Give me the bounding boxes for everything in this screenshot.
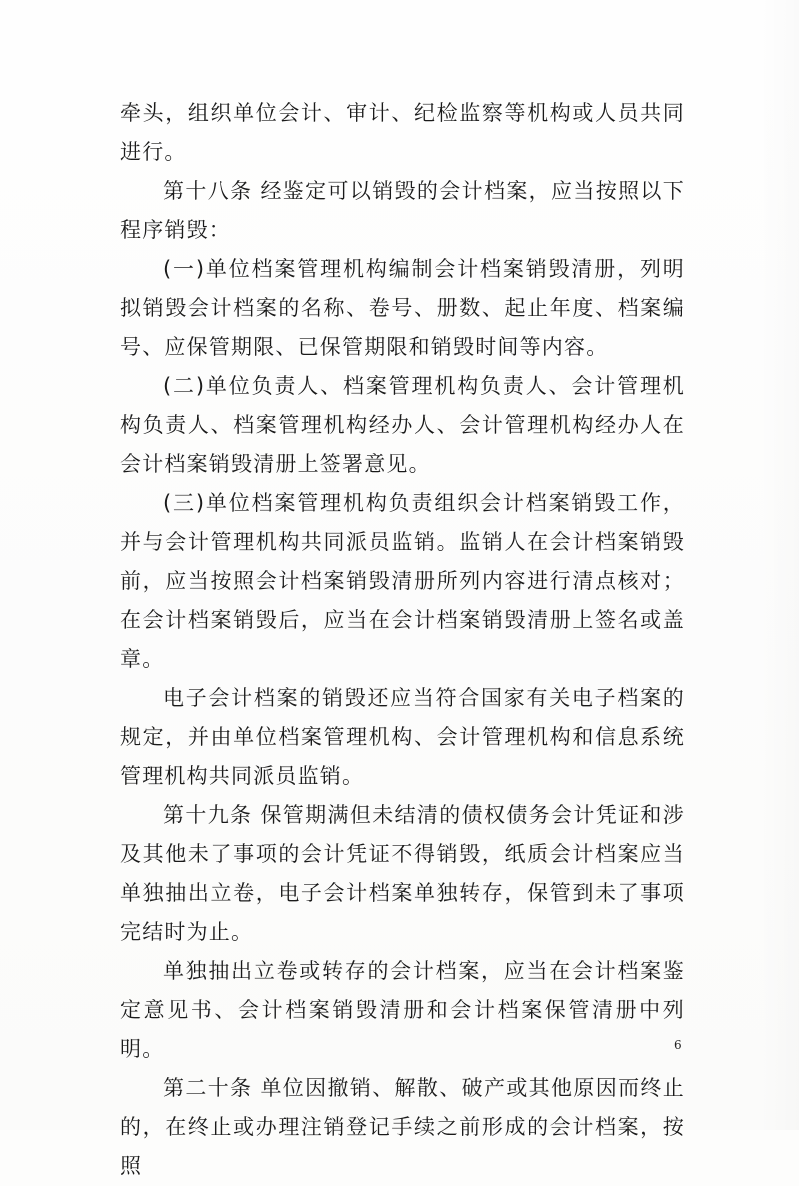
paragraph-continuation: 牵头，组织单位会计、审计、纪检监察等机构或人员共同进行。: [120, 101, 685, 164]
paragraph-item-2: (二)单位负责人、档案管理机构负责人、会计管理机构负责人、档案管理机构经办人、会计管理机构经办人在会计档案销毁清册上签署意见。: [120, 374, 685, 476]
paragraph-item-3: (三)单位档案管理机构负责组织会计档案销毁工作，并与会计管理机构共同派员监销。监销人在会计档案销毁前，应当按照会计档案销毁清册所列内容进行清点核对；在会计档案销毁后，应当在会计档案销毁清册上签名或盖章。: [120, 491, 685, 671]
paragraph-article-19: 第十九条 保管期满但未结清的债权债务会计凭证和涉及其他未了事项的会计凭证不得销毁，纸质会计档案应当单独抽出立卷，电子会计档案单独转存，保管到未了事项完结时为止。: [120, 803, 685, 944]
paragraph-electronic-archives: 电子会计档案的销毁还应当符合国家有关电子档案的规定，并由单位档案管理机构、会计管理机构和信息系统管理机构共同派员监销。: [120, 686, 685, 788]
page-number: 6: [674, 1038, 682, 1052]
scan-edge-shading: [759, 0, 799, 1130]
paragraph-separate-filing: 单独抽出立卷或转存的会计档案，应当在会计档案鉴定意见书、会计档案销毁清册和会计档案保管清册中列明。: [120, 959, 685, 1061]
paragraph-item-1: (一)单位档案管理机构编制会计档案销毁清册，列明拟销毁会计档案的名称、卷号、册数、起止年度、档案编号、应保管期限、已保管期限和销毁时间等内容。: [120, 257, 685, 359]
body-text: [120, 94, 685, 1186]
paragraph-article-18: 第十八条 经鉴定可以销毁的会计档案，应当按照以下程序销毁：: [120, 179, 685, 242]
paragraph-article-20: 第二十条 单位因撤销、解散、破产或其他原因而终止的，在终止或办理注销登记手续之前形成的会计档案，按照: [120, 1076, 685, 1178]
